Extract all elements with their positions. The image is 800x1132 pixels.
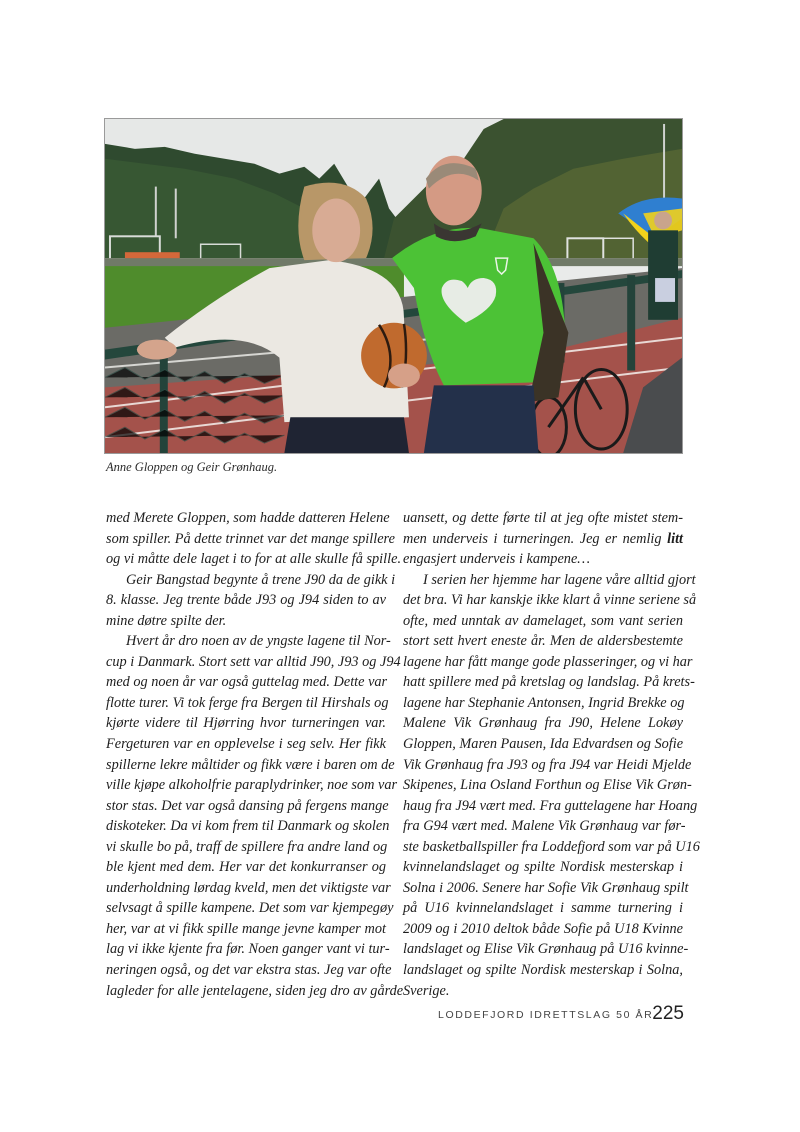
text-line: Geir Bangstad begynte å trene J90 da de gikk i (126, 571, 396, 588)
text-line: ste basketballspiller fra Loddefjord som var på U16 (403, 838, 700, 855)
text-line: med Merete Gloppen, som hadde datteren Helene (106, 510, 390, 526)
text-line: spillerne lekre måltider og fikk være i baren om de (106, 756, 395, 773)
text-line: lagene har fått mange gode plasseringer, og vi har (403, 653, 693, 670)
text-line: ville kjøpe alkoholfrie paraplydrinker, noe som var (106, 777, 398, 794)
emphasis-litt: litt (667, 530, 684, 547)
text-line: Skipenes, Lina Osland Forthun og Elise Vik Grøn- (403, 777, 692, 794)
text-line: stor stas. Det var også dansing på fergens mange (106, 797, 389, 814)
text-line: med og noen år var også guttelag med. Dette var (106, 674, 388, 691)
text-line: Hvert år dro noen av de yngste lagene til Nor- (126, 633, 391, 650)
text-line: engasjert underveis i kampene… (403, 551, 591, 568)
text-line: fra G94 vært med. Malene Vik Grønhaug var før- (403, 818, 686, 835)
text-line: uansett, og dette førte til at jeg ofte mistet stem- (403, 510, 683, 526)
photo-illustration (105, 119, 682, 453)
text-line: ble kjent med dem. Her var det konkurranser og (106, 859, 386, 876)
text-line: det bra. Vi har kanskje ikke klart å vinne seriene så (403, 592, 697, 609)
text-line: flotte turer. Vi tok ferge fra Bergen til Hirshals og (106, 694, 389, 711)
text-line: Vik Grønhaug fra J93 og fra J94 var Heidi Mjelde (403, 756, 692, 773)
text-line: kjørte videre til Hjørring hvor turneringen var. (106, 715, 386, 732)
text-line: selvsagt å spille kampene. Det som var kjempegøy (106, 900, 394, 917)
text-line: I serien her hjemme har lagene våre alltid gjort (423, 571, 696, 588)
text-line: vi skulle bo på, traff de spillere fra andre land og (106, 838, 388, 855)
text-line: ofte, med unntak av damelaget, som vant serien (403, 612, 683, 629)
text-line: lagene har Stephanie Antonsen, Ingrid Brekke og (403, 694, 685, 711)
text-line: Solna i 2006. Senere har Sofie Vik Grønhaug spilt (403, 879, 689, 896)
text-line: 2009 og i 2010 deltok både Sofie på U18 Kvinne (403, 920, 683, 937)
text-line: 8. klasse. Jeg trente både J93 og J94 siden to av (106, 592, 386, 609)
page-footer (438, 1003, 684, 1025)
text-line: Gloppen, Maren Pausen, Ida Edvardsen og Sofie (403, 736, 684, 753)
text-line: lagleder for alle jentelagene, siden jeg dro av gårde (106, 982, 404, 999)
body-text-right-column (403, 508, 700, 1001)
text-line: neringen også, og det var ekstra stas. Jeg var ofte (106, 962, 392, 979)
text-line: landslaget og spilte Nordisk mesterskap i Solna, (403, 962, 683, 979)
page-number: 225 (652, 1003, 684, 1024)
text-line: mine døtre spilte der. (106, 612, 227, 629)
text-line: cup i Danmark. Stort sett var alltid J90, J93 og J94 (106, 653, 401, 670)
text-line: som spiller. På dette trinnet var det mange spillere (106, 530, 395, 547)
photo-anne-and-geir (104, 118, 683, 454)
photo-caption: Anne Gloppen og Geir Grønhaug. (106, 460, 278, 474)
text-line: underholdning lørdag kveld, men det viktigste var (106, 879, 391, 896)
text-fragment: men underveis i turneringen. Jeg er nemlig (403, 530, 662, 547)
text-line: haug fra J94 vært med. Fra guttelagene har Hoang (403, 797, 698, 814)
text-line: hatt spillere med på kretslag og landslag. På krets- (403, 674, 695, 691)
text-line: Fergeturen var en opplevelse i seg selv. Her fikk (106, 736, 386, 753)
text-line: diskoteker. Da vi kom frem til Danmark og skolen (106, 818, 390, 835)
text-line: her, var at vi fikk spille mange jevne kamper mot (106, 920, 386, 937)
text-line: og vi måtte dele laget i to for at alle skulle få spille. (106, 551, 402, 568)
body-text-left-column (106, 508, 404, 1001)
text-line: Sverige. (403, 982, 450, 999)
text-line (403, 529, 683, 550)
running-footer-title: LODDEFJORD IDRETTSLAG 50 ÅR (438, 1009, 654, 1021)
text-line: stort sett hvert eneste år. Men de aldersbestemte (403, 633, 683, 650)
text-line: kvinnelandslaget og spilte Nordisk mesterskap i (403, 859, 683, 876)
text-line: på U16 kvinnelandslaget i samme turnering i (403, 900, 683, 917)
text-line: lag vi ikke kjente fra før. Noen ganger vant vi tur- (106, 941, 390, 958)
text-line: Malene Vik Grønhaug fra J90, Helene Lokøy (403, 715, 683, 732)
text-line: landslaget og Elise Vik Grønhaug på U16 kvinne- (403, 941, 689, 958)
